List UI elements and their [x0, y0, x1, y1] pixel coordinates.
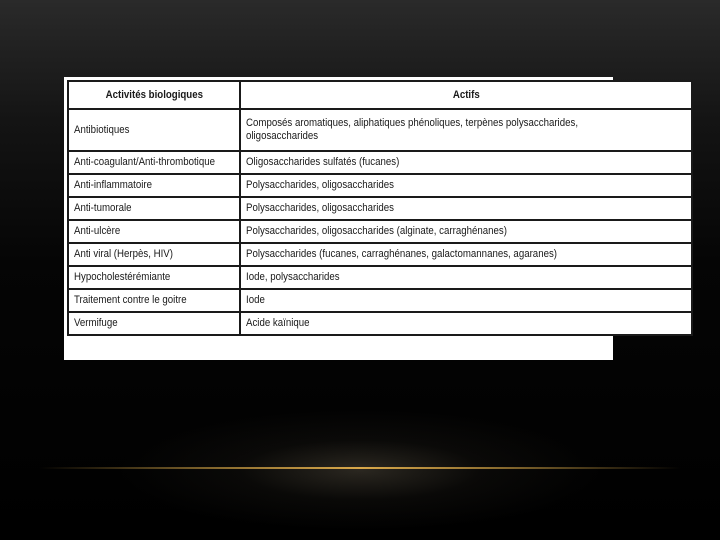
activity-cell: Hypocholestérémiante: [68, 266, 240, 289]
activity-cell: Anti-inflammatoire: [68, 174, 240, 197]
header-actifs: Actifs: [240, 81, 692, 109]
actifs-cell: Oligosaccharides sulfatés (fucanes): [240, 151, 692, 174]
table-row: [68, 151, 692, 174]
table-row: [68, 109, 692, 151]
biological-activities-table: [67, 80, 693, 336]
actifs-cell: Polysaccharides, oligosaccharides (alginate, carraghénanes): [240, 220, 692, 243]
actifs-cell: Iode, polysaccharides: [240, 266, 692, 289]
activity-cell: Traitement contre le goitre: [68, 289, 240, 312]
activity-cell: Anti-tumorale: [68, 197, 240, 220]
actifs-cell: Polysaccharides, oligosaccharides: [240, 197, 692, 220]
activity-cell: Anti-ulcère: [68, 220, 240, 243]
table-row: [68, 197, 692, 220]
activity-cell: Vermifuge: [68, 312, 240, 335]
actifs-cell: Composés aromatiques, aliphatiques phénoliques, terpènes polysaccharides, oligosaccharides: [240, 109, 692, 151]
table-row: [68, 289, 692, 312]
header-activities: Activités biologiques: [68, 81, 240, 109]
table-row: [68, 243, 692, 266]
activity-cell: Antibiotiques: [68, 109, 240, 151]
table-row: [68, 312, 692, 335]
actifs-cell: Polysaccharides (fucanes, carraghénanes, galactomannanes, agaranes): [240, 243, 692, 266]
actifs-cell: Iode: [240, 289, 692, 312]
table-row: [68, 220, 692, 243]
table-row: [68, 266, 692, 289]
table-header-row: [68, 81, 692, 109]
actifs-cell: Polysaccharides, oligosaccharides: [240, 174, 692, 197]
table-row: [68, 174, 692, 197]
table-image: [64, 77, 613, 360]
activity-cell: Anti-coagulant/Anti-thrombotique: [68, 151, 240, 174]
actifs-cell: Acide kaïnique: [240, 312, 692, 335]
decorative-gold-line: [40, 467, 680, 469]
activity-cell: Anti viral (Herpès, HIV): [68, 243, 240, 266]
